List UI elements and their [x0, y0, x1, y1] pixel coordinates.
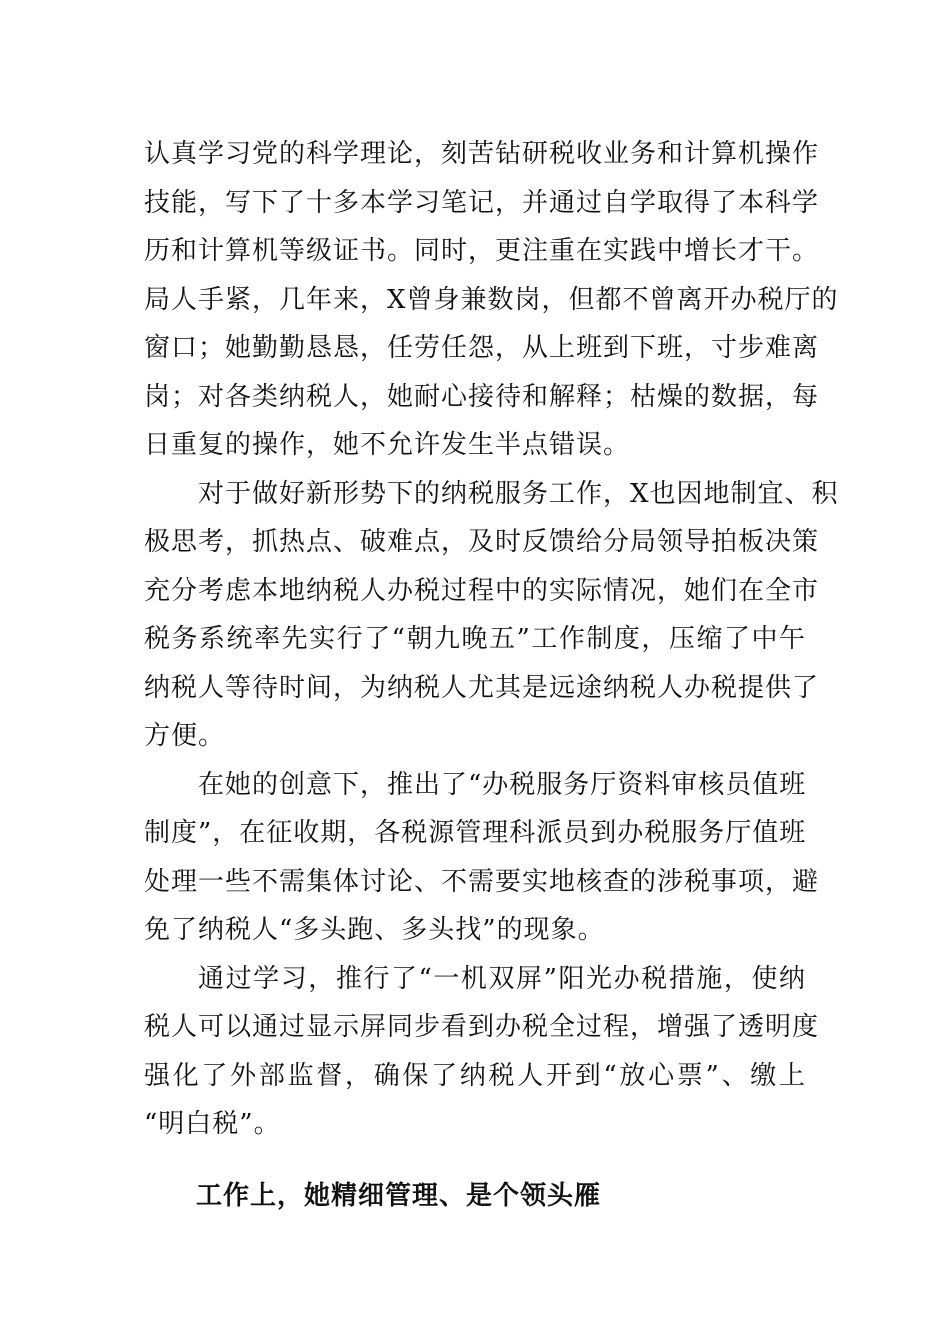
text-line: 历和计算机等级证书。同时，更注重在实践中增长才干。: [144, 236, 820, 266]
text-line: 极思考，抓热点、破难点，及时反馈给分局领导拍板决策: [144, 527, 820, 557]
body-text: [144, 130, 839, 1149]
text-line: 处理一些不需集体讨论、不需要实地核查的涉税事项，避: [144, 866, 820, 897]
text-line: 纳税人等待时间，为纳税人尤其是远途纳税人办税提供了: [144, 672, 820, 703]
text-line: 岗；对各类纳税人，她耐心接待和解释；枯燥的数据，每: [144, 381, 820, 412]
text-line: 强化了外部监督，确保了纳税人开到“放心票”、缴上: [144, 1060, 806, 1091]
text-line: “明白税”。: [144, 1109, 281, 1139]
text-line: 日重复的操作，她不允许发生半点错误。: [144, 430, 631, 460]
text-line: 窗口；她勤勤恳恳，任劳任怨，从上班到下班，寸步难离: [144, 333, 820, 363]
text-line: 通过学习，推行了“一机双屏”阳光办税措施，使纳: [198, 963, 806, 994]
text-line: 方便。: [144, 721, 226, 751]
text-line: 在她的创意下，推出了“办税服务厅资料审核员值班: [198, 769, 807, 800]
text-line: 税人可以通过显示屏同步看到办税全过程，增强了透明度: [144, 1012, 820, 1042]
text-line: 充分考虑本地纳税人办税过程中的实际情况，她们在全市: [144, 575, 820, 606]
text-line: 免了纳税人“多头跑、多头找”的现象。: [144, 915, 605, 945]
text-line: 认真学习党的科学理论，刻苦钻研税收业务和计算机操作: [144, 139, 820, 169]
text-line: 制度”，在征收期，各税源管理科派员到办税服务厅值班: [144, 818, 807, 848]
section-heading: 工作上，她精细管理、是个领头雁: [196, 1181, 602, 1211]
text-line: 局人手紧，几年来，X曾身兼数岗，但都不曾离开办税厅的: [144, 284, 839, 315]
text-line: 技能，写下了十多本学习笔记，并通过自学取得了本科学: [144, 187, 820, 218]
text-line: 对于做好新形势下的纳税服务工作，X也因地制宜、积: [198, 478, 839, 509]
text-line: 税务系统率先实行了“朝九晚五”工作制度，压缩了中午: [144, 624, 806, 654]
